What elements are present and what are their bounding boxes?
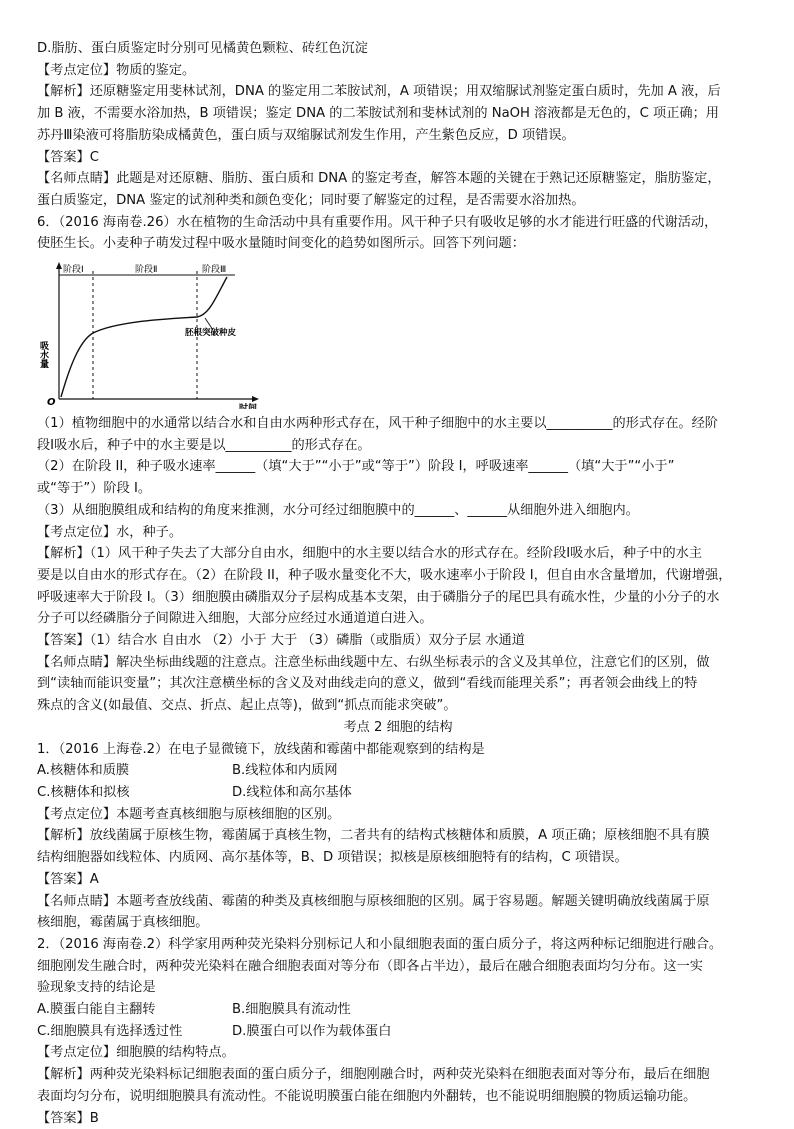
question-1-options-cd xyxy=(37,782,759,804)
question-2-options-ab xyxy=(37,999,759,1021)
text-line: 【考点定位】本题考查真核细胞与原核细胞的区别。 xyxy=(37,806,341,822)
text-line: （3）从细胞膜组成和结构的角度来推测，水分可经过细胞膜中的______、______从细胞外进入细胞内。 xyxy=(37,502,639,518)
document-page xyxy=(37,38,759,1129)
y-axis-arrow xyxy=(56,262,62,269)
water-absorption-figure xyxy=(37,259,759,409)
text-line: D.脂肪、蛋白质鉴定时分别可见橘黄色颗粒、砖红色沉淀 xyxy=(37,41,368,56)
text-line: 【名师点睛】本题考查放线菌、霉菌的种类及真核细胞与原核细胞的区别。属于容易题。解题关键明确放线菌属于原 xyxy=(37,893,710,909)
question-2-options-cd xyxy=(37,1021,759,1043)
text-line: 验现象支持的结论是 xyxy=(37,980,156,996)
stage-3-label: 阶段Ⅲ xyxy=(202,265,227,276)
text-line: 要是以自由水的形式存在。（2）在阶段 II，种子吸水量变化不大，吸水速率小于阶段 I，但自由水含量增加，代谢增强， xyxy=(37,567,732,583)
option-b: B.线粒体和内质网 xyxy=(232,763,338,779)
text-line: 使胚生长。小麦种子萌发过程中吸水量随时间变化的趋势如图所示。回答下列问题： xyxy=(37,236,525,252)
text-line: 【考点定位】细胞膜的结构特点。 xyxy=(37,1045,235,1061)
text-line: 蛋白质鉴定，DNA 鉴定的试剂种类和颜色变化；同时要了解鉴定的过程，是否需要水浴加热。 xyxy=(37,192,585,208)
stage-2-label: 阶段Ⅱ xyxy=(135,265,158,276)
text-line: 【解析】两种荧光染料标记细胞表面的蛋白质分子，细胞刚融合时，两种荧光染料在细胞表面对等分布，最后在细胞 xyxy=(37,1067,710,1083)
text-line: 殊点的含义(如最值、交点、折点、起止点等)，做到“抓点而能求突破”。 xyxy=(37,698,457,714)
text-line: 【解析】（1）风干种子失去了大部分自由水，细胞中的水主要以结合水的形式存在。经阶段Ⅰ吸水后，种子中的水主 xyxy=(37,546,703,562)
text-line: （1）植物细胞中的水通常以结合水和自由水两种形式存在，风干种子细胞中的水主要以__________的形式存在。经阶 xyxy=(37,416,718,432)
question-2-stem: 2．（2016 海南卷.2）科学家用两种荧光染料分别标记人和小鼠细胞表面的蛋白质分子，将这两种标记细胞进行融合。 xyxy=(37,936,723,952)
text-line: 或“等于”）阶段 I。 xyxy=(37,481,152,497)
y-axis-label: 吸水量 xyxy=(38,341,48,369)
text-line: 呼吸速率大于阶段 I。（3）细胞膜由磷脂双分子层构成基本支架，由于磷脂分子的尾巴具有疏水性，少量的小分子的水 xyxy=(37,589,720,605)
text-line: 【答案】（1）结合水 自由水 （2）小于 大于 （3）磷脂（或脂质）双分子层 水通道 xyxy=(37,633,525,649)
text-line: 【解析】还原糖鉴定用斐林试剂，DNA 的鉴定用二苯胺试剂，A 项错误；用双缩脲试剂鉴定蛋白质时，先加 A 液，后 xyxy=(37,84,721,100)
option-a: A.核糖体和质膜 xyxy=(37,763,130,779)
option-c: C.核糖体和拟核 xyxy=(37,784,130,800)
text-line: 【解析】放线菌属于原核生物，霉菌属于真核生物，二者共有的结构式核糖体和质膜，A 项正确；原核细胞不具有膜 xyxy=(37,828,710,844)
text-line: 【考点定位】物质的鉴定。 xyxy=(37,62,196,78)
text-line: 到“读轴而能识变量”；其次注意横坐标的含义及对曲线走向的意义，做到“看线而能理关系”；再者领会曲线上的特 xyxy=(37,676,698,692)
stage-1-label: 阶段Ⅰ xyxy=(63,265,84,276)
text-line: （2）在阶段 II，种子吸水速率______（填“大于”“小于”或“等于”）阶段 I，呼吸速率______（填“大于”“小于” xyxy=(37,459,675,475)
section-title: 考点 2 细胞的结构 xyxy=(343,719,453,735)
text-line: 分子可以经磷脂分子间隙进入细胞，大部分应经过水通道道白进入。 xyxy=(37,611,433,627)
text-line: 加 B 液，不需要水浴加热，B 项错误；鉴定 DNA 的二苯胺试剂和斐林试剂的 NaOH 溶液都是无色的，C 项正确；用 xyxy=(37,106,719,122)
text-line: 苏丹Ⅲ染液可将脂肪染成橘黄色，蛋白质与双缩脲试剂发生作用，产生紫色反应，D 项错误。 xyxy=(37,127,575,143)
text-line: 细胞刚发生融合时，两种荧光染料在融合细胞表面对等分布（即各占半边），最后在融合细胞表面均匀分布。这一实 xyxy=(37,958,703,974)
x-axis-label: 时间 xyxy=(239,404,258,410)
text-line: 【考点定位】水，种子。 xyxy=(37,524,183,540)
origin-label: O xyxy=(47,397,56,409)
answer-line: 【答案】B xyxy=(37,1110,99,1126)
text-line: 6．（2016 海南卷.26）水在植物的生命活动中具有重要作用。风干种子只有吸收足够的水才能进行旺盛的代谢活动， xyxy=(37,214,718,230)
answer-line: 【答案】A xyxy=(37,871,99,887)
water-absorption-chart xyxy=(37,259,297,409)
x-axis-arrow xyxy=(252,396,259,402)
text-line: 段Ⅰ吸水后，种子中的水主要是以__________的形式存在。 xyxy=(37,437,371,453)
text-line: 【答案】C xyxy=(37,149,99,165)
text-line: 【名师点睛】解决坐标曲线题的注意点。注意坐标曲线题中左、右纵坐标表示的含义及其单位，注意它们的区别，做 xyxy=(37,654,710,670)
text-line: 【名师点睛】此题是对还原糖、脂肪、蛋白质和 DNA 的鉴定考查，解答本题的关键在于熟记还原糖鉴定，脂肪鉴定， xyxy=(37,171,721,187)
option-d: D.线粒体和高尔基体 xyxy=(232,784,352,800)
text-line: 结构细胞器如线粒体、内质网、高尔基体等，B、D 项错误；拟核是原核细胞特有的结构，C 项错误。 xyxy=(37,850,628,866)
option-d: D.膜蛋白可以作为载体蛋白 xyxy=(232,1023,392,1039)
option-c: C.细胞膜具有选择透过性 xyxy=(37,1023,183,1039)
option-b: B.细胞膜具有流动性 xyxy=(232,1002,351,1018)
option-a: A.膜蛋白能自主翻转 xyxy=(37,1002,156,1018)
text-line: 表面均匀分布，说明细胞膜具有流动性。不能说明膜蛋白能在细胞内外翻转，也不能说明细胞膜的物质运输功能。 xyxy=(37,1088,697,1104)
text-line: 核细胞，霉菌属于真核细胞。 xyxy=(37,915,209,931)
question-1-stem: 1．（2016 上海卷.2）在电子显微镜下，放线菌和霉菌中都能观察到的结构是 xyxy=(37,741,485,757)
question-1-options-ab xyxy=(37,760,759,782)
annotation-label: 胚根突破种皮 xyxy=(185,328,237,339)
